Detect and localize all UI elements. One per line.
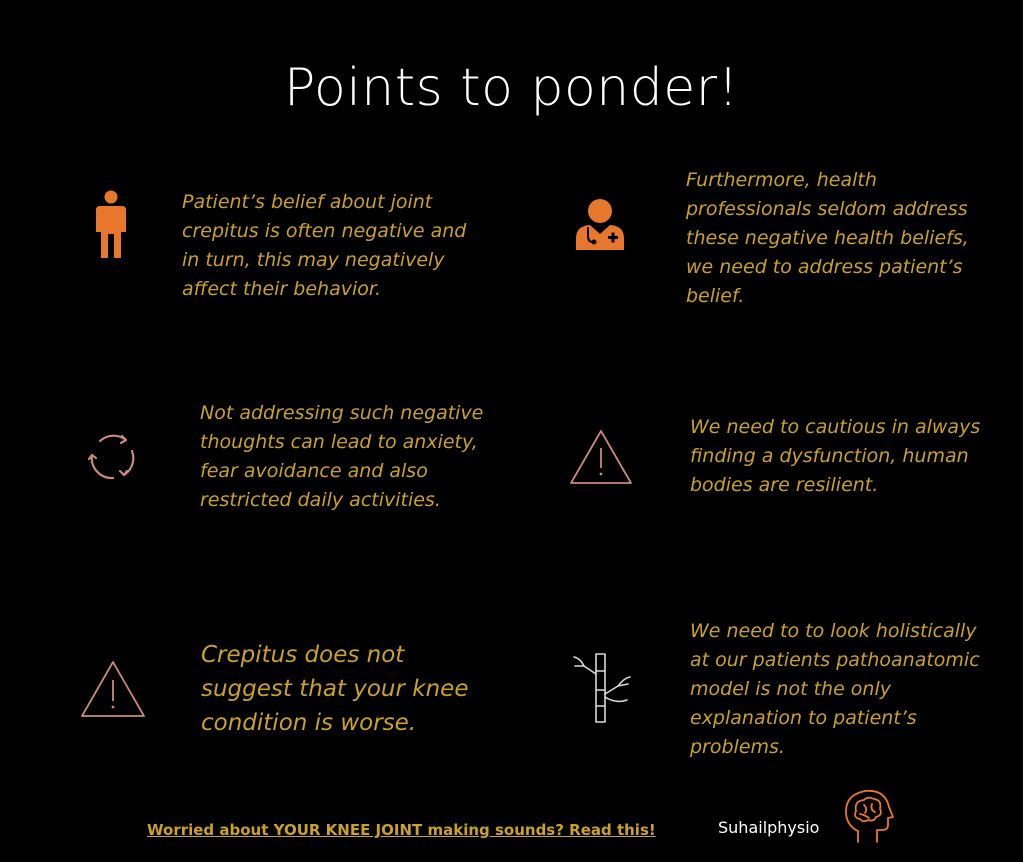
point-text-2: Furthermore, health professionals seldom address these negative health beliefs, we need to address patient’s belief. bbox=[686, 169, 969, 307]
warning-icon bbox=[568, 428, 634, 490]
point-text-5: Crepitus does not suggest that your knee condition is worse. bbox=[201, 642, 469, 736]
point-text-1: Patient’s belief about joint crepitus is often negative and in turn, this may negatively affect their behavior. bbox=[182, 191, 467, 300]
point-text-3: Not addressing such negative thoughts can lead to anxiety, fear avoidance and also restricted daily activities. bbox=[200, 402, 484, 511]
page-title: Points to ponder! bbox=[284, 58, 739, 118]
brain-head-icon bbox=[838, 787, 896, 849]
cycle-icon bbox=[86, 431, 138, 487]
brand-name: Suhailphysio bbox=[718, 818, 820, 837]
person-icon bbox=[94, 190, 128, 264]
doctor-icon bbox=[573, 198, 627, 254]
bamboo-icon bbox=[572, 652, 634, 728]
article-link[interactable]: Worried about YOUR KNEE JOINT making sounds? Read this! bbox=[147, 821, 656, 839]
point-text-6: We need to to look holistically at our patients pathoanatomic model is not the only explanation to patient’s problems. bbox=[690, 620, 980, 758]
point-text-4: We need to cautious in always finding a dysfunction, human bodies are resilient. bbox=[690, 416, 981, 496]
warning-icon bbox=[79, 659, 147, 723]
